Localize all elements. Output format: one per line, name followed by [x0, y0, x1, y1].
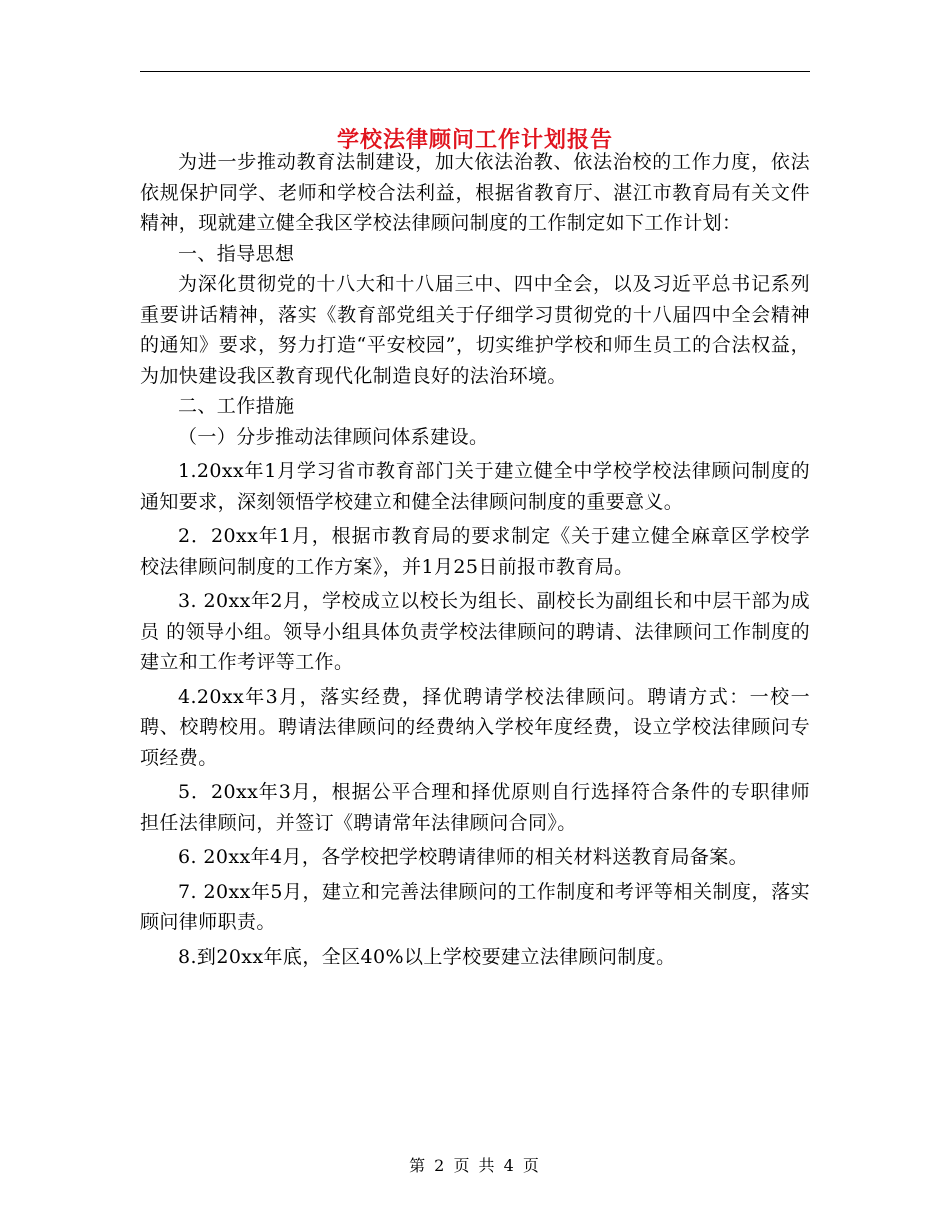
intro-paragraph: 为进一步推动教育法制建设，加大依法治教、依法治校的工作力度，依法依规保护同学、老师和学校合法利益，根据省教育厅、湛江市教育局有关文件精神，现就建立健全我区学校法律顾问制度的工作制定如下工作计划：: [140, 151, 810, 234]
list-item-5: 5．20xx年3月，根据公平合理和择优原则自行选择符合条件的专职律师担任法律顾问，并签订《聘请常年法律顾问合同》。: [140, 781, 810, 834]
list-item-3: 3. 20xx年2月，学校成立以校长为组长、副校长为副组长和中层干部为成员 的领导小组。领导小组具体负责学校法律顾问的聘请、法律顾问工作制度的建立和工作考评等工作。: [140, 590, 810, 673]
page-number: 第 2 页 共 4 页: [409, 1156, 541, 1175]
list-item-1: 1.20xx年1月学习省市教育部门关于建立健全中学校学校法律顾问制度的通知要求，深刻领悟学校建立和健全法律顾问制度的重要意义。: [140, 460, 810, 513]
list-item-4: 4.20xx年3月，落实经费，择优聘请学校法律顾问。聘请方式：一校一聘、校聘校用。聘请法律顾问的经费纳入学校年度经费，设立学校法律顾问专项经费。: [140, 685, 810, 769]
section-heading-work-measures: 二、工作措施: [178, 395, 295, 417]
list-item-2: 2．20xx年1月，根据市教育局的要求制定《关于建立健全麻章区学校学校法律顾问制度的工作方案》，并1月25日前报市教育局。: [140, 525, 810, 578]
list-item-6: 6. 20xx年4月，各学校把学校聘请律师的相关材料送教育局备案。: [178, 846, 749, 868]
list-item-8: 8.到20xx年底，全区40%以上学校要建立法律顾问制度。: [178, 945, 676, 968]
header-rule: [140, 71, 810, 72]
list-item-7: 7. 20xx年5月，建立和完善法律顾问的工作制度和考评等相关制度，落实顾问律师职责。: [140, 880, 810, 933]
subsection-heading-step-by-step: （一）分步推动法律顾问体系建设。: [178, 425, 489, 448]
section-heading-guiding-ideology: 一、指导思想: [178, 242, 295, 265]
guiding-ideology-paragraph: 为深化贯彻党的十八大和十八届三中、四中全会，以及习近平总书记系列重要讲话精神，落实《教育部党组关于仔细学习贯彻党的十八届四中全会精神的通知》要求，努力打造“平安校园”，切实维护学校和师生员工的合法权益，为加快建设我区教育现代化制造良好的法治环境。: [140, 273, 810, 387]
document-title: 学校法律顾问工作计划报告: [336, 126, 613, 153]
document-body: [140, 147, 810, 972]
